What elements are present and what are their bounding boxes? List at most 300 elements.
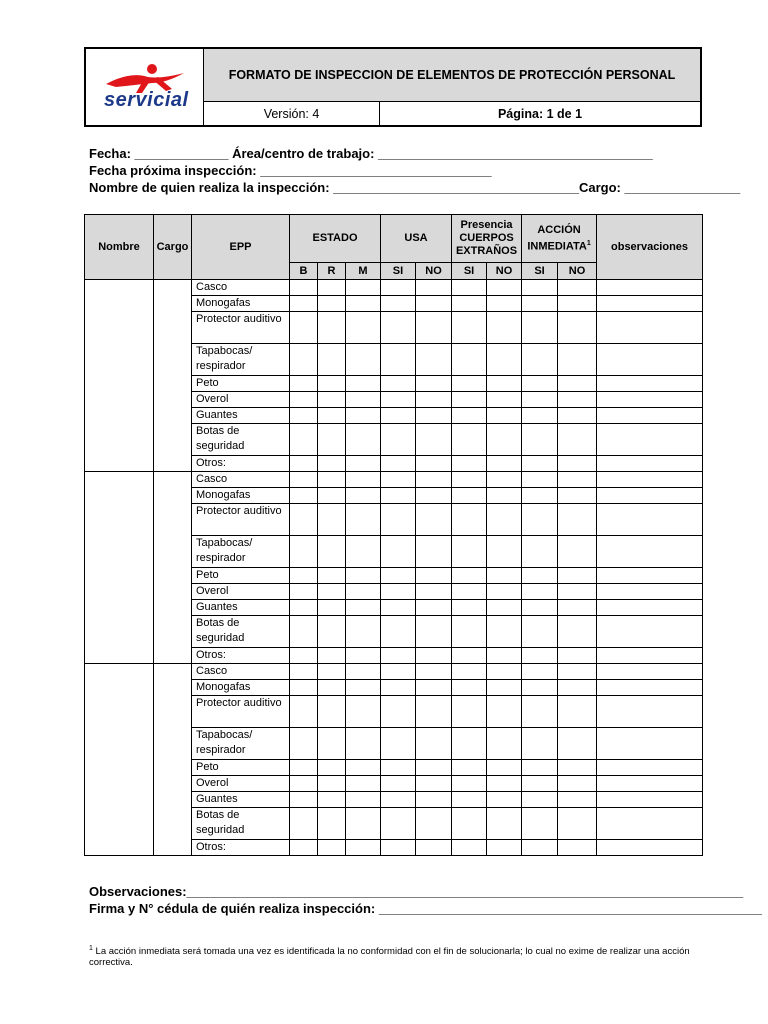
fecha-proxima-field[interactable]: Fecha próxima inspección: ________________________________ (89, 163, 492, 178)
check-cell[interactable] (522, 696, 558, 728)
check-cell[interactable] (318, 584, 346, 600)
check-cell[interactable] (290, 584, 318, 600)
check-cell[interactable] (416, 376, 452, 392)
check-cell[interactable] (318, 504, 346, 536)
check-cell[interactable] (487, 728, 522, 760)
check-cell[interactable] (558, 840, 597, 856)
check-cell[interactable] (381, 376, 416, 392)
subheader-cell: SI (381, 263, 416, 280)
check-cell[interactable] (522, 616, 558, 648)
check-cell[interactable] (452, 280, 487, 296)
observaciones-cell[interactable] (597, 776, 703, 792)
check-cell[interactable] (487, 456, 522, 472)
check-cell[interactable] (416, 280, 452, 296)
check-cell[interactable] (487, 584, 522, 600)
check-cell[interactable] (318, 472, 346, 488)
check-cell[interactable] (346, 648, 381, 664)
check-cell[interactable] (522, 312, 558, 344)
check-cell[interactable] (487, 840, 522, 856)
check-cell[interactable] (522, 760, 558, 776)
check-cell[interactable] (290, 728, 318, 760)
check-cell[interactable] (416, 472, 452, 488)
check-cell[interactable] (452, 696, 487, 728)
check-cell[interactable] (416, 840, 452, 856)
check-cell[interactable] (558, 488, 597, 504)
check-cell[interactable] (381, 728, 416, 760)
check-cell[interactable] (346, 664, 381, 680)
check-cell[interactable] (290, 408, 318, 424)
observaciones-cell[interactable] (597, 792, 703, 808)
check-cell[interactable] (416, 776, 452, 792)
check-cell[interactable] (318, 376, 346, 392)
observaciones-cell[interactable] (597, 536, 703, 568)
check-cell[interactable] (487, 808, 522, 840)
check-cell[interactable] (487, 664, 522, 680)
check-cell[interactable] (452, 648, 487, 664)
check-cell[interactable] (318, 280, 346, 296)
check-cell[interactable] (416, 344, 452, 376)
check-cell[interactable] (452, 776, 487, 792)
check-cell[interactable] (346, 776, 381, 792)
check-cell[interactable] (558, 808, 597, 840)
check-cell[interactable] (558, 504, 597, 536)
check-cell[interactable] (487, 568, 522, 584)
check-cell[interactable] (318, 616, 346, 648)
check-cell[interactable] (346, 792, 381, 808)
check-cell[interactable] (522, 792, 558, 808)
check-cell[interactable] (522, 504, 558, 536)
check-cell[interactable] (452, 456, 487, 472)
check-cell[interactable] (416, 616, 452, 648)
check-cell[interactable] (487, 536, 522, 568)
check-cell[interactable] (416, 648, 452, 664)
check-cell[interactable] (416, 392, 452, 408)
check-cell[interactable] (346, 568, 381, 584)
check-cell[interactable] (346, 536, 381, 568)
observaciones-cell[interactable] (597, 616, 703, 648)
check-cell[interactable] (346, 488, 381, 504)
check-cell[interactable] (381, 568, 416, 584)
check-cell[interactable] (381, 296, 416, 312)
page-label: Página: 1 de 1 (497, 106, 583, 121)
check-cell[interactable] (452, 680, 487, 696)
check-cell[interactable] (318, 488, 346, 504)
check-cell[interactable] (290, 760, 318, 776)
check-cell[interactable] (487, 312, 522, 344)
check-cell[interactable] (522, 808, 558, 840)
check-cell[interactable] (318, 344, 346, 376)
check-cell[interactable] (346, 616, 381, 648)
observaciones-cell[interactable] (597, 600, 703, 616)
check-cell[interactable] (346, 600, 381, 616)
observaciones-cell[interactable] (597, 568, 703, 584)
check-cell[interactable] (346, 296, 381, 312)
check-cell[interactable] (416, 536, 452, 568)
check-cell[interactable] (452, 568, 487, 584)
subheader-cell: M (346, 263, 381, 280)
check-cell[interactable] (416, 456, 452, 472)
check-cell[interactable] (487, 696, 522, 728)
check-cell[interactable] (558, 376, 597, 392)
check-cell[interactable] (452, 664, 487, 680)
check-cell[interactable] (381, 696, 416, 728)
check-cell[interactable] (290, 808, 318, 840)
check-cell[interactable] (487, 616, 522, 648)
check-cell[interactable] (318, 808, 346, 840)
check-cell[interactable] (487, 408, 522, 424)
check-cell[interactable] (558, 776, 597, 792)
check-cell[interactable] (522, 776, 558, 792)
check-cell[interactable] (558, 312, 597, 344)
check-cell[interactable] (318, 696, 346, 728)
observaciones-cell[interactable] (597, 376, 703, 392)
check-cell[interactable] (452, 792, 487, 808)
check-cell[interactable] (290, 424, 318, 456)
observaciones-cell[interactable] (597, 840, 703, 856)
nombre-cell[interactable] (85, 280, 154, 472)
check-cell[interactable] (452, 408, 487, 424)
check-cell[interactable] (416, 312, 452, 344)
check-cell[interactable] (290, 344, 318, 376)
check-cell[interactable] (290, 664, 318, 680)
check-cell[interactable] (487, 504, 522, 536)
check-cell[interactable] (290, 792, 318, 808)
check-cell[interactable] (487, 296, 522, 312)
check-cell[interactable] (416, 408, 452, 424)
check-cell[interactable] (522, 280, 558, 296)
check-cell[interactable] (522, 680, 558, 696)
check-cell[interactable] (487, 344, 522, 376)
nombre-cell[interactable] (85, 664, 154, 856)
check-cell[interactable] (452, 472, 487, 488)
check-cell[interactable] (346, 840, 381, 856)
check-cell[interactable] (558, 424, 597, 456)
check-cell[interactable] (381, 280, 416, 296)
fecha-area-field[interactable]: Fecha: _____________ Área/centro de trabajo: ______________________________________ (89, 146, 653, 161)
observaciones-cell[interactable] (597, 664, 703, 680)
check-cell[interactable] (487, 376, 522, 392)
check-cell[interactable] (452, 808, 487, 840)
check-cell[interactable] (318, 840, 346, 856)
check-cell[interactable] (452, 296, 487, 312)
check-cell[interactable] (416, 792, 452, 808)
check-cell[interactable] (346, 680, 381, 696)
check-cell[interactable] (318, 296, 346, 312)
subheader-cell: NO (487, 263, 522, 280)
observaciones-field[interactable]: Observaciones:_____________________________________________________________________________ (89, 884, 744, 899)
check-cell[interactable] (452, 536, 487, 568)
check-cell[interactable] (416, 296, 452, 312)
check-cell[interactable] (416, 696, 452, 728)
check-cell[interactable] (346, 808, 381, 840)
check-cell[interactable] (318, 536, 346, 568)
check-cell[interactable] (290, 600, 318, 616)
check-cell[interactable] (381, 648, 416, 664)
observaciones-cell[interactable] (597, 408, 703, 424)
check-cell[interactable] (381, 488, 416, 504)
check-cell[interactable] (522, 296, 558, 312)
check-cell[interactable] (346, 408, 381, 424)
check-cell[interactable] (558, 408, 597, 424)
check-cell[interactable] (346, 456, 381, 472)
check-cell[interactable] (452, 616, 487, 648)
check-cell[interactable] (290, 280, 318, 296)
check-cell[interactable] (381, 616, 416, 648)
check-cell[interactable] (318, 680, 346, 696)
check-cell[interactable] (290, 312, 318, 344)
check-cell[interactable] (346, 424, 381, 456)
check-cell[interactable] (522, 456, 558, 472)
epp-item: Monogafas (192, 296, 290, 312)
check-cell[interactable] (416, 600, 452, 616)
check-cell[interactable] (558, 792, 597, 808)
check-cell[interactable] (452, 488, 487, 504)
check-cell[interactable] (522, 536, 558, 568)
check-cell[interactable] (381, 792, 416, 808)
observaciones-cell[interactable] (597, 344, 703, 376)
check-cell[interactable] (416, 760, 452, 776)
observaciones-cell[interactable] (597, 296, 703, 312)
epp-item: Casco (192, 472, 290, 488)
check-cell[interactable] (452, 376, 487, 392)
check-cell[interactable] (558, 680, 597, 696)
check-cell[interactable] (452, 344, 487, 376)
check-cell[interactable] (346, 504, 381, 536)
check-cell[interactable] (381, 808, 416, 840)
check-cell[interactable] (452, 312, 487, 344)
check-cell[interactable] (416, 728, 452, 760)
observaciones-cell[interactable] (597, 392, 703, 408)
nombre-cargo-field[interactable]: Nombre de quien realiza la inspección: __________________________________Cargo: ________________ (89, 180, 741, 195)
observaciones-cell[interactable] (597, 280, 703, 296)
check-cell[interactable] (558, 728, 597, 760)
header-nombre: Nombre (85, 215, 154, 280)
check-cell[interactable] (290, 392, 318, 408)
check-cell[interactable] (290, 776, 318, 792)
observaciones-cell[interactable] (597, 456, 703, 472)
check-cell[interactable] (522, 648, 558, 664)
check-cell[interactable] (381, 504, 416, 536)
check-cell[interactable] (522, 568, 558, 584)
check-cell[interactable] (290, 616, 318, 648)
check-cell[interactable] (318, 728, 346, 760)
check-cell[interactable] (416, 488, 452, 504)
epp-item: Monogafas (192, 680, 290, 696)
check-cell[interactable] (487, 392, 522, 408)
check-cell[interactable] (416, 584, 452, 600)
check-cell[interactable] (290, 472, 318, 488)
observaciones-cell[interactable] (597, 504, 703, 536)
check-cell[interactable] (318, 392, 346, 408)
nombre-cell[interactable] (85, 472, 154, 664)
check-cell[interactable] (558, 296, 597, 312)
check-cell[interactable] (381, 456, 416, 472)
subheader-cell: SI (452, 263, 487, 280)
check-cell[interactable] (318, 312, 346, 344)
check-cell[interactable] (381, 584, 416, 600)
check-cell[interactable] (381, 312, 416, 344)
check-cell[interactable] (558, 456, 597, 472)
check-cell[interactable] (558, 472, 597, 488)
observaciones-cell[interactable] (597, 760, 703, 776)
check-cell[interactable] (381, 392, 416, 408)
check-cell[interactable] (318, 792, 346, 808)
check-cell[interactable] (381, 536, 416, 568)
check-cell[interactable] (487, 792, 522, 808)
check-cell[interactable] (416, 680, 452, 696)
check-cell[interactable] (452, 424, 487, 456)
check-cell[interactable] (416, 568, 452, 584)
check-cell[interactable] (416, 504, 452, 536)
header-observaciones: observaciones (597, 215, 703, 280)
check-cell[interactable] (522, 664, 558, 680)
check-cell[interactable] (318, 424, 346, 456)
check-cell[interactable] (381, 840, 416, 856)
check-cell[interactable] (487, 648, 522, 664)
check-cell[interactable] (318, 456, 346, 472)
check-cell[interactable] (318, 600, 346, 616)
check-cell[interactable] (558, 760, 597, 776)
check-cell[interactable] (558, 536, 597, 568)
header-presencia: Presencia CUERPOS EXTRAÑOS (452, 215, 522, 263)
check-cell[interactable] (452, 760, 487, 776)
check-cell[interactable] (522, 584, 558, 600)
check-cell[interactable] (522, 840, 558, 856)
check-cell[interactable] (522, 408, 558, 424)
check-cell[interactable] (487, 472, 522, 488)
check-cell[interactable] (416, 424, 452, 456)
check-cell[interactable] (290, 504, 318, 536)
check-cell[interactable] (290, 456, 318, 472)
check-cell[interactable] (558, 392, 597, 408)
epp-item: Protector auditivo (192, 312, 290, 344)
observaciones-cell[interactable] (597, 472, 703, 488)
epp-item: Botas de seguridad (192, 808, 290, 840)
check-cell[interactable] (487, 280, 522, 296)
check-cell[interactable] (522, 344, 558, 376)
check-cell[interactable] (522, 600, 558, 616)
observaciones-cell[interactable] (597, 584, 703, 600)
check-cell[interactable] (558, 616, 597, 648)
observaciones-cell[interactable] (597, 424, 703, 456)
check-cell[interactable] (558, 600, 597, 616)
epp-item: Peto (192, 376, 290, 392)
cargo-cell[interactable] (154, 280, 192, 472)
check-cell[interactable] (290, 648, 318, 664)
check-cell[interactable] (290, 840, 318, 856)
check-cell[interactable] (416, 664, 452, 680)
check-cell[interactable] (346, 312, 381, 344)
check-cell[interactable] (318, 568, 346, 584)
check-cell[interactable] (558, 280, 597, 296)
check-cell[interactable] (487, 776, 522, 792)
check-cell[interactable] (346, 696, 381, 728)
check-cell[interactable] (452, 504, 487, 536)
epp-item: Protector auditivo (192, 696, 290, 728)
check-cell[interactable] (381, 664, 416, 680)
check-cell[interactable] (346, 392, 381, 408)
check-cell[interactable] (318, 408, 346, 424)
check-cell[interactable] (487, 760, 522, 776)
firma-field[interactable]: Firma y N° cédula de quién realiza inspección: _____________________________________________________ (89, 901, 763, 916)
observaciones-cell[interactable] (597, 696, 703, 728)
check-cell[interactable] (290, 568, 318, 584)
check-cell[interactable] (290, 696, 318, 728)
check-cell[interactable] (522, 376, 558, 392)
check-cell[interactable] (558, 568, 597, 584)
observaciones-cell[interactable] (597, 680, 703, 696)
check-cell[interactable] (318, 776, 346, 792)
footnote (89, 943, 701, 968)
check-cell[interactable] (487, 424, 522, 456)
check-cell[interactable] (522, 488, 558, 504)
epp-item: Peto (192, 760, 290, 776)
check-cell[interactable] (346, 280, 381, 296)
check-cell[interactable] (290, 296, 318, 312)
check-cell[interactable] (346, 584, 381, 600)
check-cell[interactable] (452, 584, 487, 600)
check-cell[interactable] (381, 424, 416, 456)
check-cell[interactable] (558, 344, 597, 376)
epp-item: Protector auditivo (192, 504, 290, 536)
check-cell[interactable] (522, 472, 558, 488)
check-cell[interactable] (381, 408, 416, 424)
check-cell[interactable] (290, 680, 318, 696)
check-cell[interactable] (346, 728, 381, 760)
observaciones-cell[interactable] (597, 312, 703, 344)
check-cell[interactable] (346, 376, 381, 392)
check-cell[interactable] (558, 648, 597, 664)
observaciones-cell[interactable] (597, 488, 703, 504)
check-cell[interactable] (487, 488, 522, 504)
check-cell[interactable] (290, 376, 318, 392)
check-cell[interactable] (290, 536, 318, 568)
check-cell[interactable] (381, 600, 416, 616)
check-cell[interactable] (558, 664, 597, 680)
check-cell[interactable] (381, 760, 416, 776)
observaciones-cell[interactable] (597, 648, 703, 664)
cargo-cell[interactable] (154, 664, 192, 856)
check-cell[interactable] (487, 680, 522, 696)
check-cell[interactable] (452, 728, 487, 760)
observaciones-cell[interactable] (597, 728, 703, 760)
observaciones-cell[interactable] (597, 808, 703, 840)
check-cell[interactable] (346, 472, 381, 488)
check-cell[interactable] (487, 600, 522, 616)
check-cell[interactable] (381, 776, 416, 792)
check-cell[interactable] (522, 392, 558, 408)
check-cell[interactable] (346, 760, 381, 776)
check-cell[interactable] (318, 664, 346, 680)
check-cell[interactable] (381, 344, 416, 376)
check-cell[interactable] (522, 424, 558, 456)
check-cell[interactable] (318, 760, 346, 776)
check-cell[interactable] (318, 648, 346, 664)
check-cell[interactable] (290, 488, 318, 504)
check-cell[interactable] (558, 584, 597, 600)
check-cell[interactable] (381, 472, 416, 488)
check-cell[interactable] (416, 808, 452, 840)
check-cell[interactable] (452, 840, 487, 856)
check-cell[interactable] (558, 696, 597, 728)
cargo-cell[interactable] (154, 472, 192, 664)
header-estado: ESTADO (290, 215, 381, 263)
check-cell[interactable] (346, 344, 381, 376)
check-cell[interactable] (452, 392, 487, 408)
check-cell[interactable] (522, 728, 558, 760)
check-cell[interactable] (381, 680, 416, 696)
check-cell[interactable] (452, 600, 487, 616)
